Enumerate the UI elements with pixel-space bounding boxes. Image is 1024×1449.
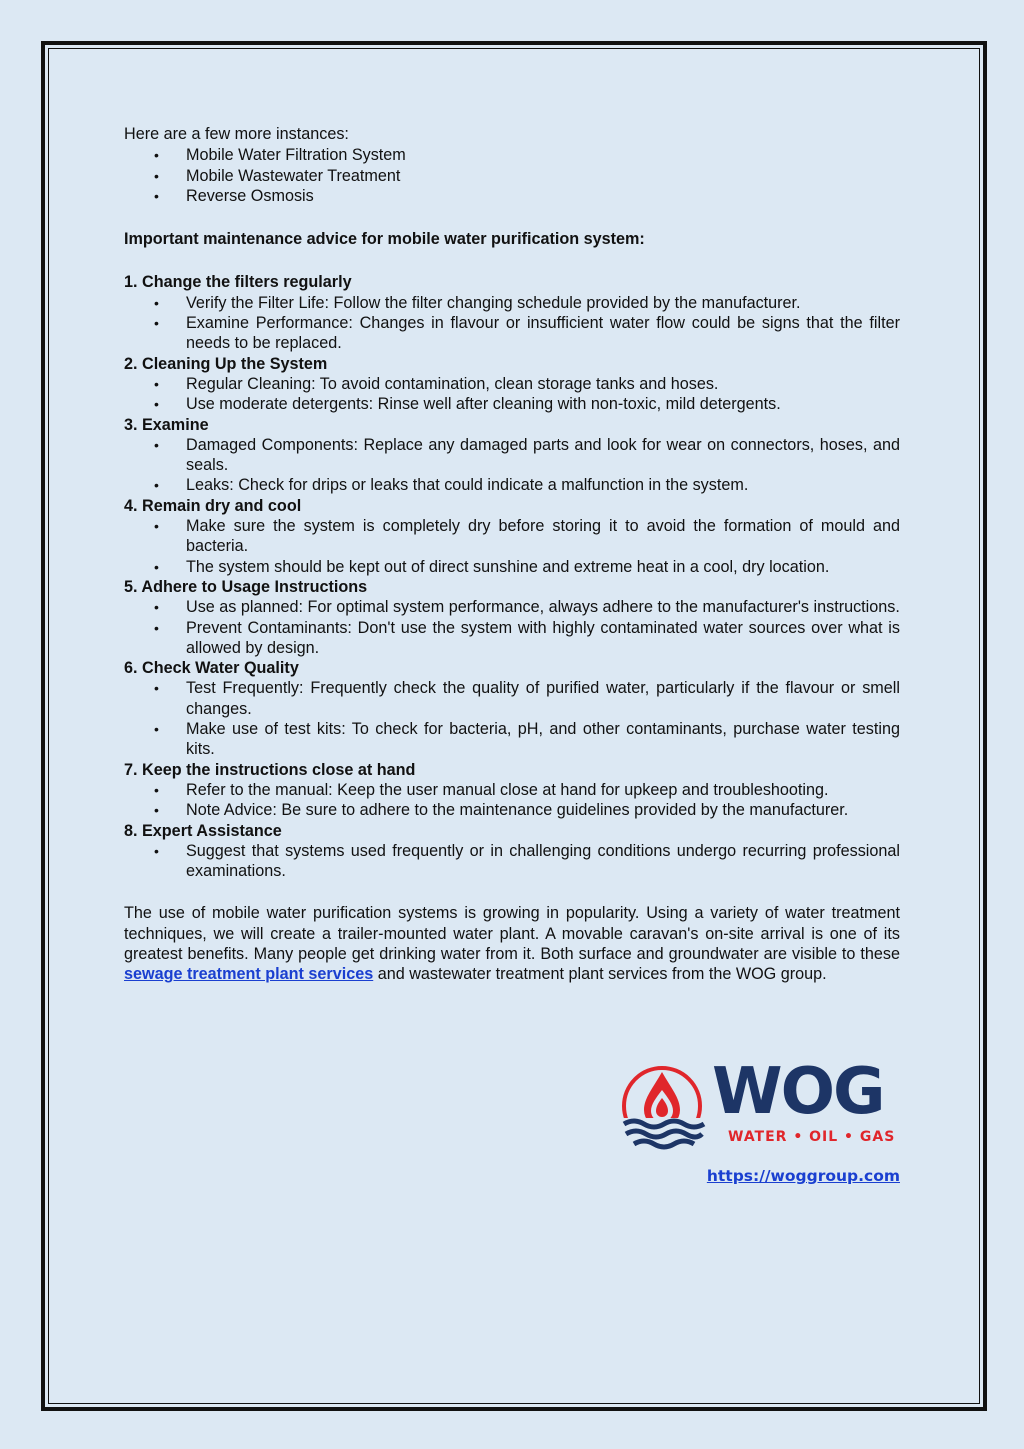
closing-paragraph	[124, 903, 900, 984]
list-item: • Use as planned: For optimal system performance, always adhere to the manufacturer's instructions.	[124, 597, 900, 617]
list-item: • Leaks: Check for drips or leaks that could indicate a malfunction in the system.	[124, 475, 900, 495]
section-list	[124, 435, 900, 496]
logo-tagline: WATER • OIL • GAS	[728, 1129, 896, 1145]
list-item: • Reverse Osmosis	[124, 186, 900, 206]
section	[124, 577, 900, 658]
intro-lead: Here are a few more instances:	[124, 125, 349, 143]
list-item: • Mobile Water Filtration System	[124, 145, 900, 165]
section	[124, 821, 900, 882]
closing-text-before: The use of mobile water purification systems is growing in popularity. Using a variety of water treatment techniques, we will create a trailer-mounted water plant. A movable caravan's on-site arrival is one of its greatest benefits. Many people get drinking water from it. Both surface and groundwater are visible to these	[124, 904, 900, 963]
closing-text-after: and wastewater treatment plant services from the WOG group.	[373, 965, 827, 984]
section-title: 1. Change the filters regularly	[124, 273, 352, 292]
logo-wordmark: WOG	[712, 1055, 884, 1129]
section-list	[124, 597, 900, 658]
section-title: 4. Remain dry and cool	[124, 496, 302, 515]
list-item: • Make use of test kits: To check for bacteria, pH, and other contaminants, purchase water testing kits.	[124, 719, 900, 760]
section	[124, 415, 900, 496]
list-item: • The system should be kept out of direct sunshine and extreme heat in a cool, dry location.	[124, 557, 900, 577]
document-body	[124, 124, 900, 1001]
list-item: • Verify the Filter Life: Follow the filter changing schedule provided by the manufacturer.	[124, 293, 900, 313]
main-heading: Important maintenance advice for mobile water purification system:	[124, 230, 645, 249]
list-item: • Prevent Contaminants: Don't use the system with highly contaminated water sources over what is allowed by design.	[124, 618, 900, 659]
wog-logo	[620, 1055, 902, 1150]
intro-list	[124, 145, 900, 206]
list-item: • Mobile Wastewater Treatment	[124, 166, 900, 186]
section-list	[124, 374, 900, 415]
website-link[interactable]: https://woggroup.com	[706, 1167, 900, 1185]
section-list	[124, 678, 900, 759]
list-item: • Make sure the system is completely dry before storing it to avoid the formation of mould and bacteria.	[124, 516, 900, 557]
section	[124, 272, 900, 353]
section-list	[124, 841, 900, 882]
section-title: 5. Adhere to Usage Instructions	[124, 577, 368, 596]
list-item: • Test Frequently: Frequently check the quality of purified water, particularly if the flavour or smell changes.	[124, 678, 900, 719]
list-item: • Note Advice: Be sure to adhere to the maintenance guidelines provided by the manufacturer.	[124, 800, 900, 820]
section-list	[124, 293, 900, 354]
section	[124, 760, 900, 821]
section-list	[124, 516, 900, 577]
sewage-treatment-link[interactable]: sewage treatment plant services	[124, 965, 374, 984]
section-title: 7. Keep the instructions close at hand	[124, 760, 416, 779]
section	[124, 658, 900, 759]
section	[124, 354, 900, 415]
list-item: • Suggest that systems used frequently or in challenging conditions undergo recurring professional examinations.	[124, 841, 900, 882]
section-list	[124, 780, 900, 821]
list-item: • Regular Cleaning: To avoid contamination, clean storage tanks and hoses.	[124, 374, 900, 394]
section-title: 6. Check Water Quality	[124, 659, 299, 678]
section	[124, 496, 900, 577]
list-item: • Examine Performance: Changes in flavour or insufficient water flow could be signs that the filter needs to be replaced.	[124, 313, 900, 354]
list-item: • Refer to the manual: Keep the user manual close at hand for upkeep and troubleshooting.	[124, 780, 900, 800]
section-title: 3. Examine	[124, 415, 209, 434]
list-item: • Damaged Components: Replace any damaged parts and look for wear on connectors, hoses, and seals.	[124, 435, 900, 476]
section-title: 2. Cleaning Up the System	[124, 354, 328, 373]
section-title: 8. Expert Assistance	[124, 821, 282, 840]
list-item: • Use moderate detergents: Rinse well after cleaning with non-toxic, mild detergents.	[124, 394, 900, 414]
